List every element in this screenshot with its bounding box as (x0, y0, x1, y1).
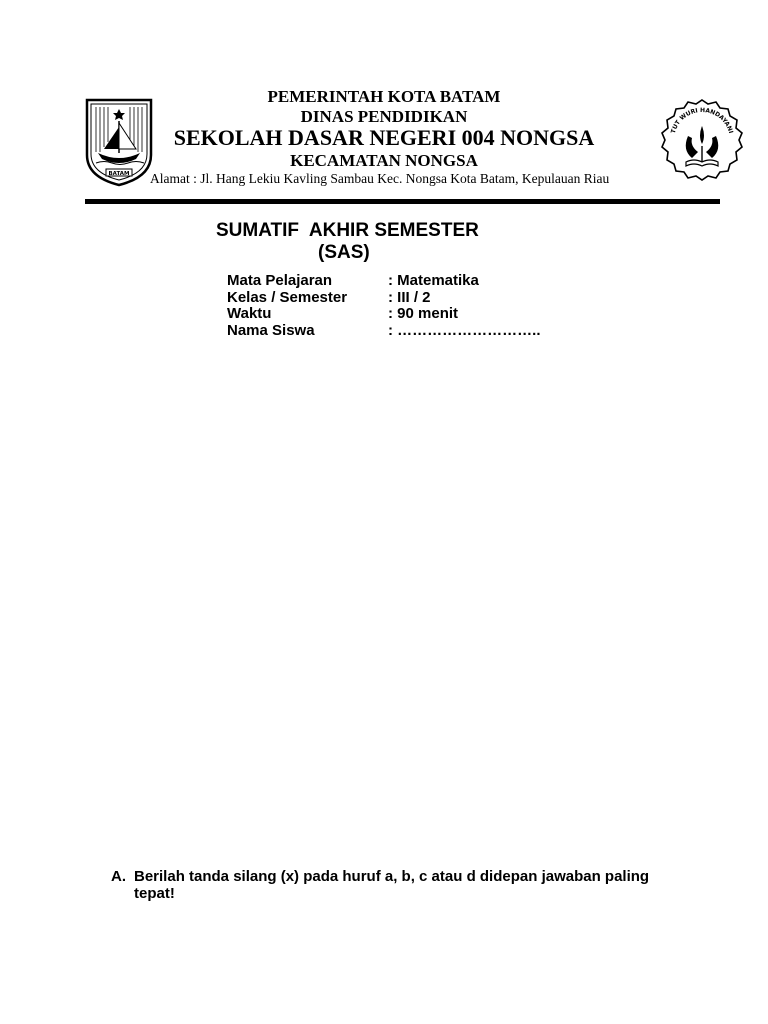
school-name: SEKOLAH DASAR NEGERI 004 NONGSA (173, 125, 595, 150)
info-value: : Matematika (388, 272, 479, 289)
info-label: Kelas / Semester (227, 288, 348, 306)
info-label: Mata Pelajaran (227, 272, 333, 289)
info-label: Waktu (227, 305, 272, 322)
svg-text:BATAM: BATAM (108, 170, 130, 177)
department-name: DINAS PENDIDIKAN (300, 107, 468, 126)
info-value: : ……………………….. (388, 321, 541, 339)
school-address: Alamat : Jl. Hang Lekiu Kavling Sambau Kec. Nongsa Kota Batam, Kepulauan Riau (150, 171, 610, 186)
svg-text:TUT WURI HANDAYANI: TUT WURI HANDAYANI (669, 106, 735, 135)
header-divider (85, 199, 720, 204)
exam-subtitle: (SAS) (318, 242, 370, 263)
info-value: : 90 menit (388, 305, 459, 322)
section-marker: A. (111, 868, 126, 885)
info-label: Nama Siswa (227, 321, 315, 339)
section-a-instruction (111, 868, 691, 902)
exam-title: SUMATIF AKHIR SEMESTER (216, 220, 479, 241)
district-name: KECAMATAN NONGSA (290, 151, 478, 170)
government-name: PEMERINTAH KOTA BATAM (267, 87, 501, 106)
tut-wuri-handayani-icon (658, 96, 746, 184)
info-value: : III / 2 (388, 288, 431, 306)
instruction-text: Berilah tanda silang (x) pada huruf a, b, c atau d didepan jawaban paling tepat! (134, 868, 650, 902)
